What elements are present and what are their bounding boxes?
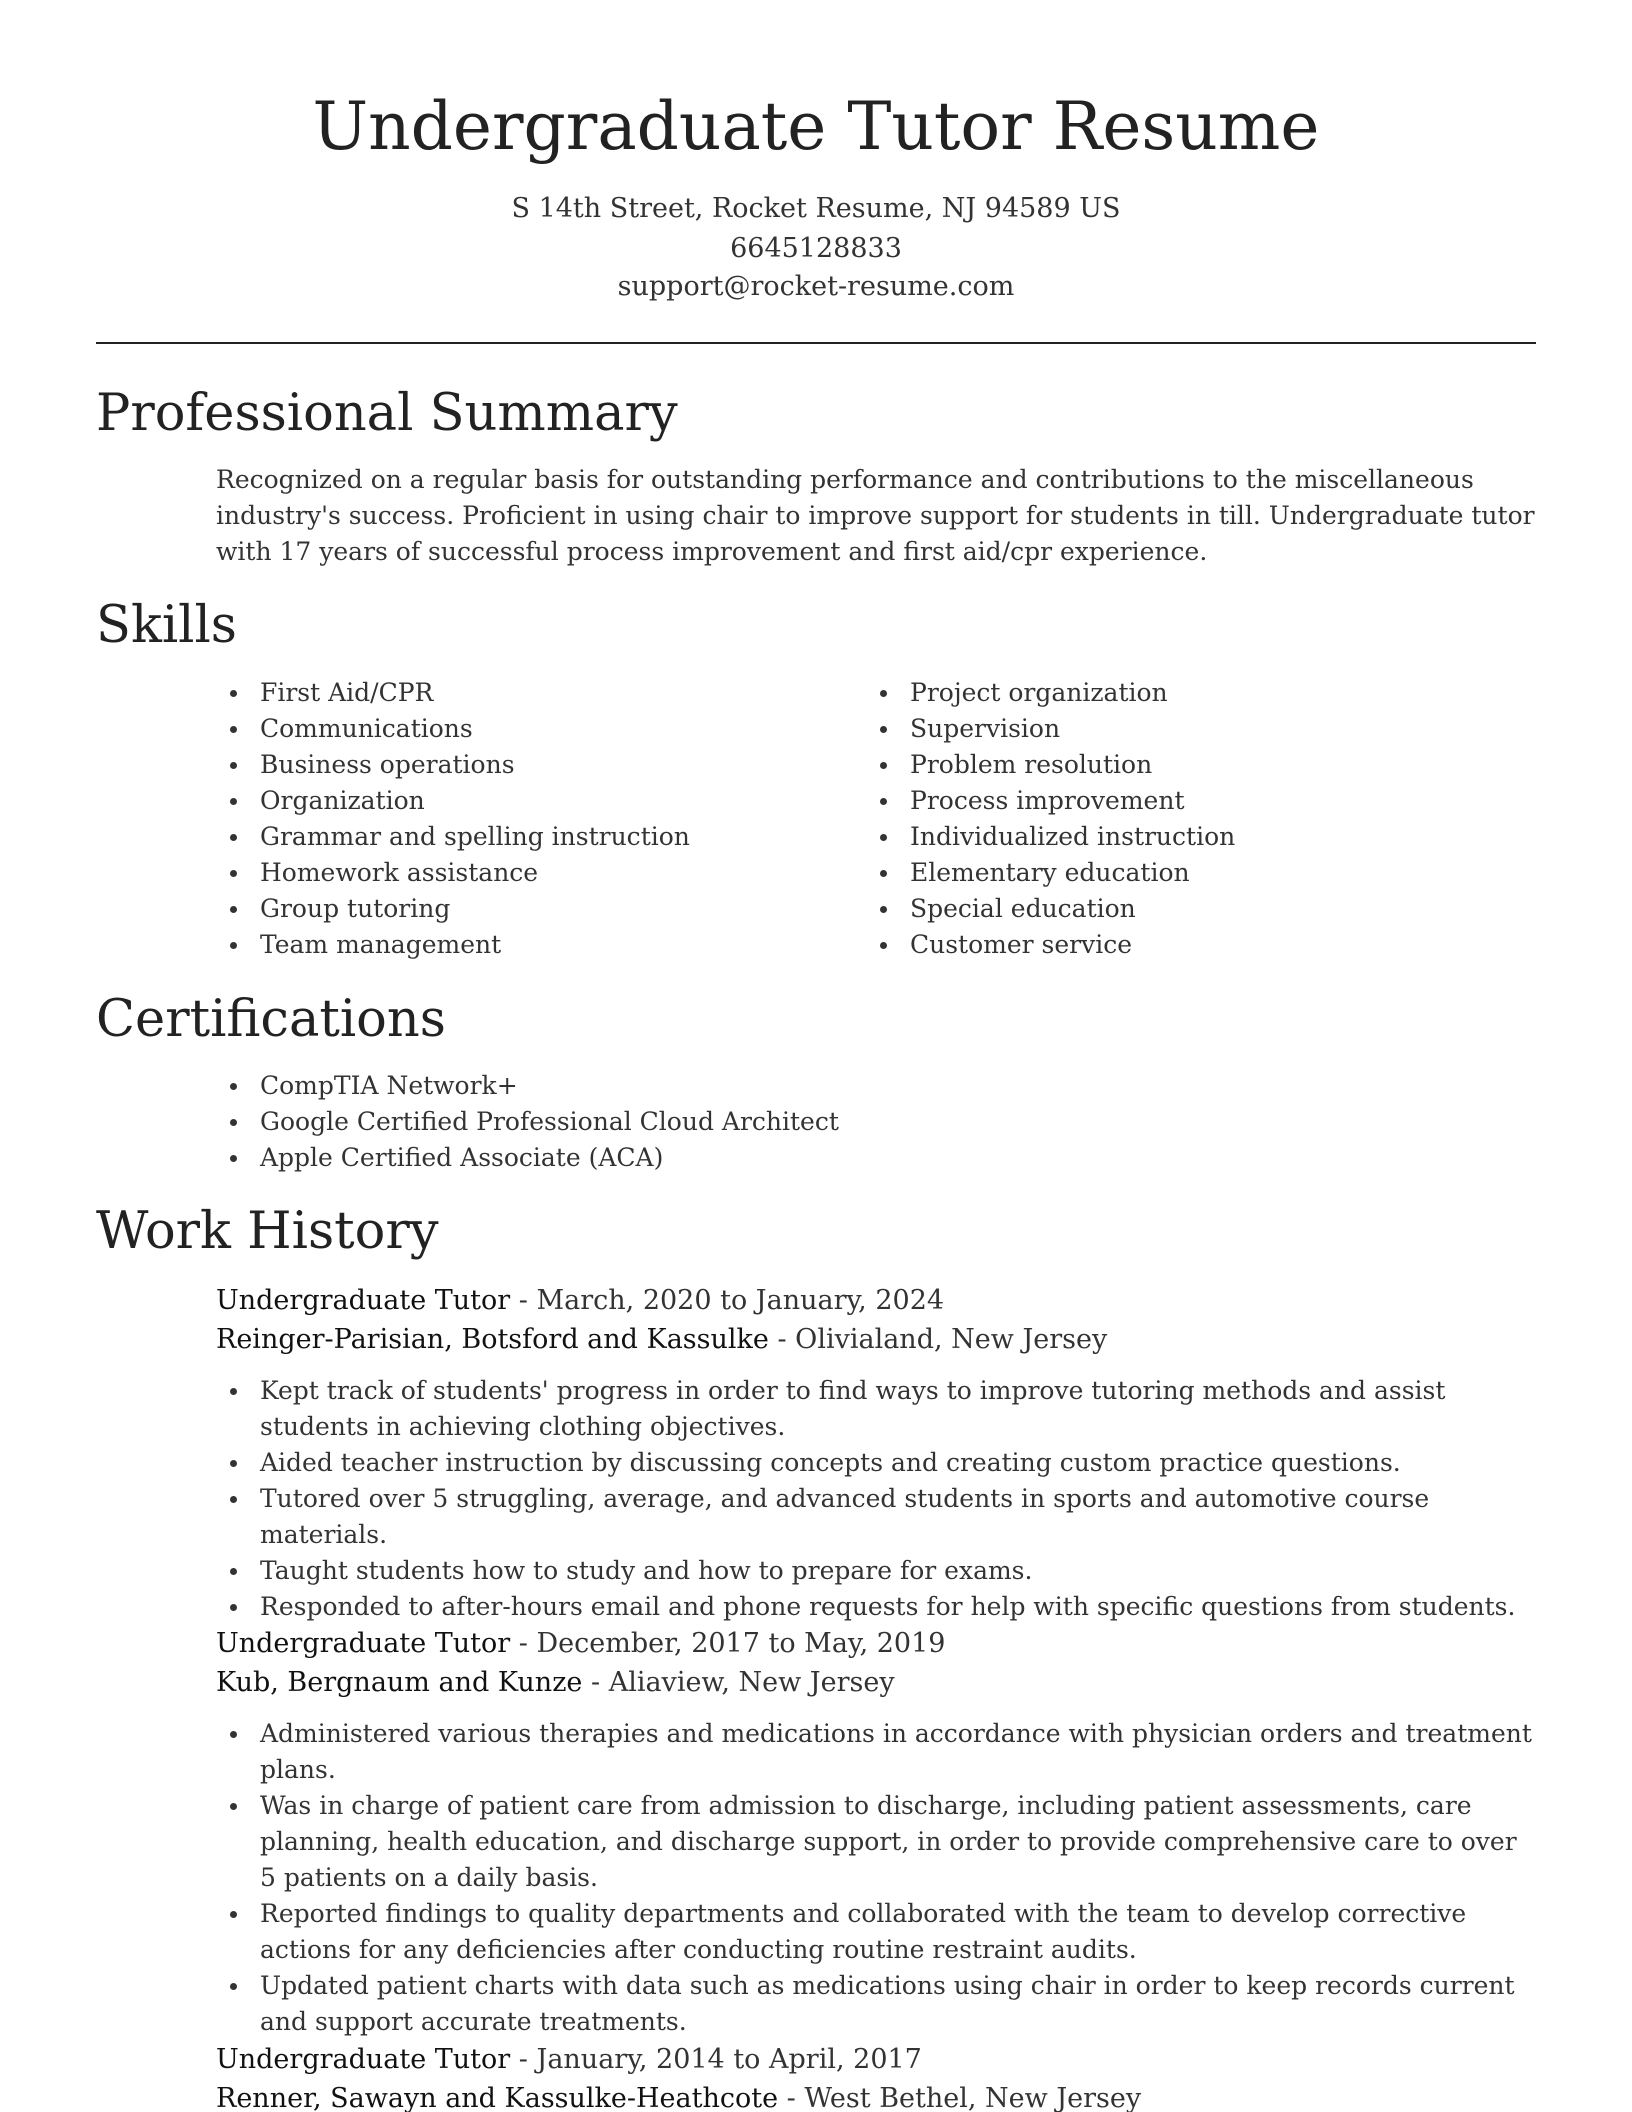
job-duty: Updated patient charts with data such as medications using chair in order to keep records current and support accurate treatments. [216,1968,1536,2040]
resume-title: Undergraduate Tutor Resume [312,88,1320,165]
contact-address: S 14th Street, Rocket Resume, NJ 94589 US [511,193,1121,224]
job-location: - West Bethel, New Jersey [778,2083,1142,2112]
job-duties [216,1716,1536,2040]
job-entry [216,1281,1536,1625]
job-title: Undergraduate Tutor [216,2044,511,2075]
job-dates: - March, 2020 to January, 2024 [510,1285,945,1316]
skill-item: Problem resolution [866,747,1506,783]
job-company: Reinger-Parisian, Botsford and Kassulke [216,1324,769,1355]
skill-item: Process improvement [866,783,1506,819]
certifications-heading: Certifications [96,990,446,1049]
job-dates: - December, 2017 to May, 2019 [510,1628,946,1659]
job-entry [216,2040,1536,2112]
certification-item: Google Certified Professional Cloud Architect [216,1104,1516,1140]
job-dates: - January, 2014 to April, 2017 [510,2044,922,2075]
skill-item: Business operations [216,747,816,783]
job-company-line [216,2079,1536,2112]
contact-email: support@rocket-resume.com [617,271,1015,302]
job-location: - Aliaview, New Jersey [582,1667,895,1698]
job-title-line [216,1281,1536,1320]
skill-item: Organization [216,783,816,819]
skill-item: Elementary education [866,855,1506,891]
job-duty: Responded to after-hours email and phone requests for help with specific questions from students. [216,1589,1536,1625]
job-duty: Was in charge of patient care from admission to discharge, including patient assessments, care planning, health education, and discharge support, in order to provide comprehensive care to over 5 patients on a daily basis. [216,1788,1536,1896]
skill-item: Homework assistance [216,855,816,891]
job-company: Renner, Sawayn and Kassulke-Heathcote [216,2083,779,2112]
skill-item: Individualized instruction [866,819,1506,855]
job-company-line [216,1663,1536,1702]
job-duties [216,1373,1536,1625]
skills-list-right [866,675,1506,963]
certification-item: CompTIA Network+ [216,1068,1516,1104]
job-title-line [216,2040,1536,2079]
summary-text: Recognized on a regular basis for outstanding performance and contributions to the miscellaneous industry's success. Proficient in using chair to improve support for students in till. Undergraduate tutor with 17 years of successful process improvement and first aid/cpr experience. [216,465,1535,566]
job-title: Undergraduate Tutor [216,1285,511,1316]
skill-item: Communications [216,711,816,747]
job-company-line [216,1320,1536,1359]
job-duty: Tutored over 5 struggling, average, and advanced students in sports and automotive course materials. [216,1481,1536,1553]
skills-heading: Skills [96,596,237,655]
certifications-list [216,1068,1516,1176]
job-duty: Kept track of students' progress in order to find ways to improve tutoring methods and assist students in achieving clothing objectives. [216,1373,1536,1445]
work-history-heading: Work History [96,1202,439,1261]
job-title: Undergraduate Tutor [216,1628,511,1659]
skill-item: Project organization [866,675,1506,711]
job-duty: Aided teacher instruction by discussing concepts and creating custom practice questions. [216,1445,1536,1481]
summary-heading: Professional Summary [96,384,678,443]
skill-item: Team management [216,927,816,963]
job-duty: Taught students how to study and how to prepare for exams. [216,1553,1536,1589]
skill-item: Grammar and spelling instruction [216,819,816,855]
skill-item: Special education [866,891,1506,927]
skill-item: Group tutoring [216,891,816,927]
certification-item: Apple Certified Associate (ACA) [216,1140,1516,1176]
header-divider [96,342,1536,344]
job-duty: Reported findings to quality departments and collaborated with the team to develop corrective actions for any deficiencies after conducting routine restraint audits. [216,1896,1536,1968]
job-company: Kub, Bergnaum and Kunze [216,1667,583,1698]
job-location: - Olivialand, New Jersey [768,1324,1108,1355]
job-title-line [216,1624,1536,1663]
skill-item: First Aid/CPR [216,675,816,711]
skill-item: Customer service [866,927,1506,963]
job-entry [216,1624,1536,2040]
contact-phone: 6645128833 [730,233,902,264]
skills-list-left [216,675,816,963]
job-duty: Administered various therapies and medications in accordance with physician orders and treatment plans. [216,1716,1536,1788]
skill-item: Supervision [866,711,1506,747]
